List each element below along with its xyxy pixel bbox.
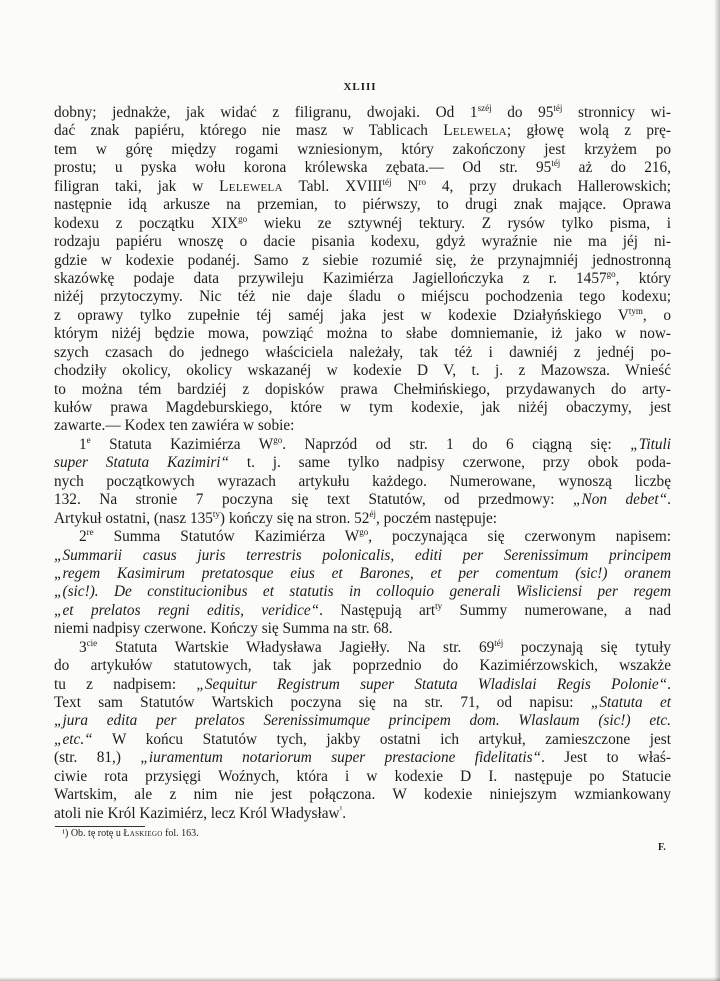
superscript: go (238, 213, 248, 224)
text-run: chodziły okolicy, okolicy wskazanéj w kodexie D V, t. j. z Mazowsza. Wnieść (54, 362, 671, 380)
text-run: Summa Statutów Kazimiérza W (93, 528, 360, 546)
text-run: Text sam Statutów Wartskich poczyna się na str. 71, od napisu: (54, 694, 591, 711)
text-line (54, 325, 671, 343)
text-run: , o (642, 306, 672, 324)
page-edge-shadow-bottom (0, 977, 720, 981)
text-line (54, 694, 671, 712)
text-line (54, 786, 671, 804)
text-run: , który (615, 269, 671, 287)
body-text (54, 104, 671, 823)
text-line (54, 417, 671, 435)
text-run: stronnicy wi- (562, 104, 671, 121)
text-line (54, 528, 671, 546)
latin-quotation: „jura edita per prelatos Serenissimumque principem dom. Wlaslaum (sic!) etc. (54, 712, 671, 730)
text-line (54, 362, 671, 380)
superscript: go (359, 527, 369, 538)
text-line (54, 436, 671, 454)
text-line (54, 639, 671, 657)
latin-quotation: super Statuta Kazimiri“ (54, 454, 230, 472)
superscript: ro (418, 176, 426, 187)
text-line (54, 307, 671, 325)
text-run: wieku ze sztywnéj tektury. Z rysów tylko pisma, i (247, 214, 671, 232)
text-line (54, 712, 671, 730)
text-run: tem w górę między rogami wzniesionym, który zakończony jest krzyżem po (54, 140, 671, 158)
latin-quotation: „et prelatos regni editis, veridice“ (54, 601, 320, 619)
text-line (54, 381, 671, 399)
text-run: (str. 81,) (54, 749, 141, 767)
text-run: . (667, 675, 671, 693)
superscript: e (86, 434, 91, 445)
author-name: Lelewela (443, 122, 507, 140)
superscript: téj (494, 637, 504, 648)
text-run: ) kończy się na stron. 52 (219, 509, 370, 527)
superscript: ¹ (339, 803, 343, 814)
text-line (54, 454, 671, 472)
superscript: széj (477, 103, 492, 113)
text-run: do artykułów statutowych, tak jak poprzednio do Kazimiérzowskich, wszakże (54, 657, 671, 675)
superscript: ty (212, 508, 220, 519)
text-run: . Naprzód od str. 1 do 6 ciągną się: (282, 435, 631, 453)
text-run: . (342, 804, 347, 822)
text-run: 3 (79, 638, 87, 656)
text-run: prostu; u pyska wołu korona królewska zębata.— Od str. 95 (54, 159, 552, 177)
superscript: go (606, 268, 616, 279)
text-run: Statuta Kazimiérza W (90, 435, 274, 453)
superscript: éj (369, 508, 376, 519)
text-run: , poczém następuje: (375, 509, 498, 527)
text-run: kułów prawa Magdeburskiego, które w tym kodexie, jak niżéj obaczymy, jest (54, 399, 671, 416)
text-line (54, 805, 671, 823)
text-line (54, 491, 671, 509)
text-line (54, 141, 671, 159)
text-run: atoli nie Król Kazimiérz, lecz Król Władysław (54, 804, 340, 822)
text-line (54, 547, 671, 565)
page-number: XLIII (343, 81, 377, 93)
latin-quotation: „Tituli (630, 435, 672, 453)
text-run: którym niżéj będzie mowa, powziąć można to słabe domniemanie, iż jako w now- (54, 325, 671, 343)
superscript: go (273, 434, 283, 445)
latin-quotation: „Non debet“ (573, 491, 668, 509)
text-run: szych czasach do jednego właściciela należały, tak téż i dawniéj z jednéj po- (54, 343, 671, 361)
text-line (54, 196, 671, 214)
text-run: filigran taki, jak w (54, 177, 220, 195)
text-line (54, 252, 671, 270)
text-run: 2 (79, 528, 87, 546)
text-line (54, 104, 671, 122)
text-run: kodexu z początku XIX (54, 214, 239, 232)
text-run: Summy numerowane, a nad (442, 601, 671, 619)
text-line (54, 159, 671, 177)
latin-quotation: „regem Kasimirum pretatosque eius et Barones, et per comentum (sic!) oranem (54, 564, 671, 582)
text-line (54, 178, 671, 196)
text-run: aż do 216, (560, 159, 671, 177)
text-run: z oprawy tylko zupełnie téj saméj jaka jest w kodexie Działyńskiego V (54, 306, 629, 324)
text-run: . Jest to właś- (541, 749, 671, 767)
text-line (54, 288, 671, 306)
text-line (54, 510, 671, 528)
latin-quotation: „iuramentum notariorum super prestacione fidelitatis“ (140, 749, 542, 767)
superscript: téj (553, 103, 563, 113)
text-line (54, 270, 671, 288)
text-run: t. j. same tylko nadpisy czerwone, przy obok poda- (229, 454, 671, 472)
text-line (54, 768, 671, 786)
text-run: Tabl. XVIII (282, 177, 383, 195)
superscript: ty (435, 600, 443, 611)
signature-mark: F. (658, 842, 666, 853)
text-line (54, 233, 671, 251)
text-run: skazówkę podaje data przywileju Kazimiérza Jagiellończyka z r. 1457 (54, 269, 607, 287)
latin-quotation: „Statuta et (590, 694, 671, 711)
text-run: dać znak papiéru, którego nie masz w Tablicach (54, 122, 444, 140)
text-run: . (667, 491, 671, 509)
text-line (54, 215, 671, 233)
text-line (54, 749, 671, 767)
text-run: do 95 (491, 104, 554, 121)
text-run: ciwie rota przysięgi Woźnych, która i w kodexie D I. następuje po Statucie (54, 767, 671, 785)
text-run: , poczynająca się czerwonym napisem: (368, 528, 672, 546)
text-run: zawarte.— Kodex ten zawiéra w sobie: (54, 417, 295, 435)
text-run: 4, przy drukach Hallerowskich; (426, 177, 672, 195)
text-run: to można tém bardziéj z dopisków prawa Chełmińskiego, przydawanych do arty- (54, 380, 671, 398)
footnote-rule (55, 826, 145, 827)
superscript: téj (551, 158, 561, 169)
footnote (62, 828, 199, 840)
page-edge-shadow (714, 0, 720, 981)
text-run: 132. Na stronie 7 poczyna się text Statutów, od przedmowy: (54, 491, 573, 509)
text-line (54, 565, 671, 583)
text-run: W końcu Statutów tych, jakby ostatni ich artykuł, zamieszczone jest (92, 730, 671, 748)
text-line (54, 583, 671, 601)
text-run: niżéj przytoczymy. Nic téż nie daje śladu o miéjscu pochodzenia tego kodexu; (54, 288, 671, 306)
text-line (54, 473, 671, 491)
text-line (54, 602, 671, 620)
text-run: 1 (79, 435, 87, 453)
text-line (54, 731, 671, 749)
text-run: Artykuł ostatni, (nasz 135 (54, 509, 213, 527)
text-line (54, 344, 671, 362)
text-run: rodzaju papiéru wnoszę o dacie pisania kodexu, gdyż wyraźnie nie ma jéj ni- (54, 233, 671, 251)
author-name: Lelewela (219, 177, 283, 195)
text-run: Statuta Wartskie Władysława Jagiełły. Na str. 69 (97, 638, 495, 656)
superscript: cie (86, 637, 98, 648)
superscript: re (86, 527, 94, 538)
latin-quotation: „(sic!). De constitucionibus et statutis in colloquio generali Wisliciensi per regem (54, 583, 671, 601)
text-run: tu z nadpisem: (54, 675, 197, 693)
text-run: . Następują art (319, 601, 436, 619)
text-run: Wartskim, ale z nim nie jest połączona. W kodexie niniejszym wzmiankowany (54, 786, 671, 804)
latin-quotation: „Sequitur Registrum super Statuta Wladislai Regis Polonie“ (196, 675, 668, 693)
text-run: fol. 163. (162, 828, 199, 839)
text-run: niemi nadpisy czerwone. Kończy się Summa na str. 68. (54, 620, 393, 638)
superscript: téj (382, 176, 392, 187)
text-run: ; głowę wolą z prę- (506, 122, 671, 140)
latin-quotation: „etc.“ (54, 730, 93, 748)
superscript: tym (628, 305, 643, 316)
text-run: gdzie w kodexie podanéj. Samo z siebie rozumié się, że przynajmniéj jednostronną (54, 251, 671, 269)
text-line (54, 122, 671, 140)
text-run: nych początkowych wyrazach artykułu każdego. Numerowane, wynoszą liczbę (54, 472, 671, 490)
text-run: ¹) Ob. tę rotę u (62, 828, 124, 839)
text-run: poczynają się tytuły (503, 638, 671, 656)
author-name: Łaskiego (123, 828, 163, 839)
text-run: dobny; jednakże, jak widać z filigranu, dwojaki. Od 1 (54, 104, 478, 121)
text-run: następnie idą arkusze na przemian, to piérwszy, to drugi znak mające. Oprawa (54, 196, 671, 214)
latin-quotation: „Summarii casus juris terrestris polonicalis, editi per Serenissimum principem (54, 546, 671, 564)
text-line (54, 399, 671, 417)
text-line (54, 676, 671, 694)
text-line (54, 657, 671, 675)
text-line (54, 620, 671, 638)
text-run: N (391, 177, 419, 195)
